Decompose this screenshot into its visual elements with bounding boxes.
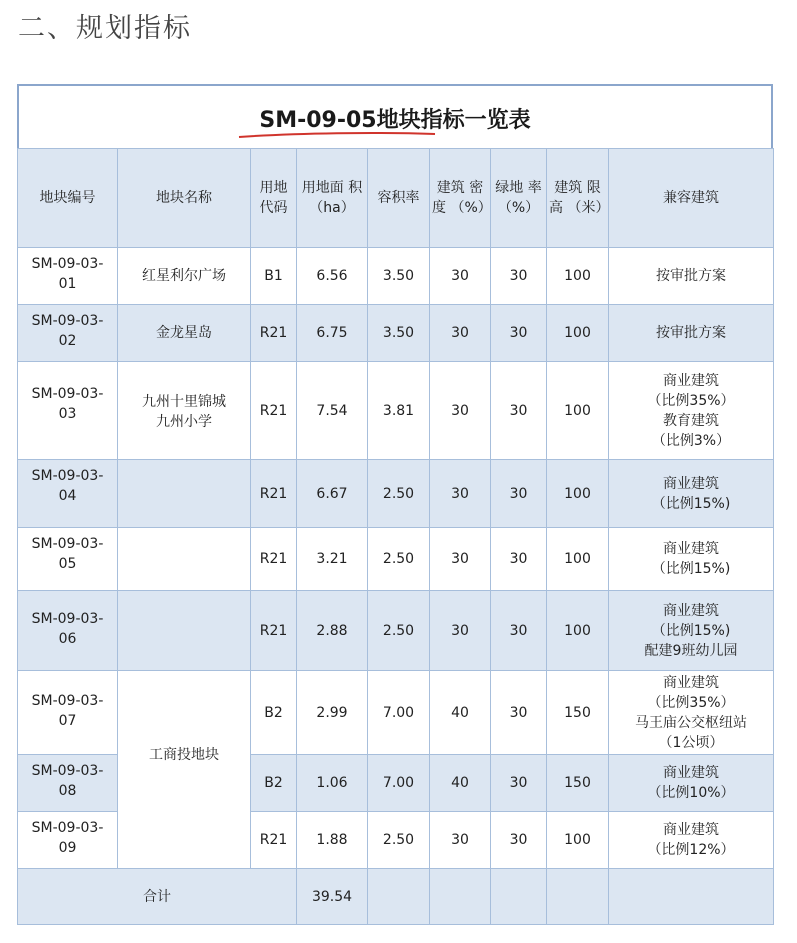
cell-far: 3.81 <box>368 362 430 460</box>
cell-far: 2.50 <box>368 460 430 528</box>
table-row <box>18 362 774 460</box>
total-empty <box>609 869 774 925</box>
cell-plot-name: 九州十里锦城 九州小学 <box>118 362 251 460</box>
indicator-table <box>17 148 774 925</box>
table-row <box>18 460 774 528</box>
cell-density: 40 <box>430 755 491 812</box>
header-green-ratio: 绿地 率 （%） <box>491 149 547 248</box>
cell-far: 3.50 <box>368 305 430 362</box>
header-plot-name: 地块名称 <box>118 149 251 248</box>
table-title-box <box>17 84 773 148</box>
cell-land-code: R21 <box>251 305 297 362</box>
cell-plot-name <box>118 591 251 671</box>
cell-far: 3.50 <box>368 248 430 305</box>
cell-compatible: 商业建筑 （比例35%） 马王庙公交枢纽站 （1公顷） <box>609 671 774 755</box>
cell-land-area: 1.06 <box>297 755 368 812</box>
cell-land-code: B2 <box>251 755 297 812</box>
cell-green-ratio: 30 <box>491 755 547 812</box>
cell-density: 40 <box>430 671 491 755</box>
cell-land-code: B2 <box>251 671 297 755</box>
cell-compatible: 按审批方案 <box>609 305 774 362</box>
cell-far: 2.50 <box>368 812 430 869</box>
cell-far: 2.50 <box>368 591 430 671</box>
cell-plot-name-merged: 工商投地块 <box>118 671 251 869</box>
cell-compatible: 商业建筑 （比例15%) <box>609 460 774 528</box>
total-empty <box>368 869 430 925</box>
cell-land-code: R21 <box>251 528 297 591</box>
cell-density: 30 <box>430 248 491 305</box>
cell-plot-id: SM-09-03- 08 <box>18 755 118 812</box>
cell-green-ratio: 30 <box>491 305 547 362</box>
cell-green-ratio: 30 <box>491 671 547 755</box>
cell-green-ratio: 30 <box>491 362 547 460</box>
cell-plot-id: SM-09-03- 03 <box>18 362 118 460</box>
cell-land-area: 2.99 <box>297 671 368 755</box>
cell-plot-id: SM-09-03- 09 <box>18 812 118 869</box>
total-empty <box>491 869 547 925</box>
cell-plot-id: SM-09-03- 01 <box>18 248 118 305</box>
cell-height-limit: 100 <box>547 248 609 305</box>
cell-land-area: 6.75 <box>297 305 368 362</box>
cell-far: 7.00 <box>368 755 430 812</box>
cell-plot-name: 红星利尔广场 <box>118 248 251 305</box>
red-underline-mark <box>237 130 437 140</box>
cell-land-code: B1 <box>251 248 297 305</box>
cell-plot-id: SM-09-03- 05 <box>18 528 118 591</box>
cell-compatible: 按审批方案 <box>609 248 774 305</box>
cell-far: 2.50 <box>368 528 430 591</box>
cell-green-ratio: 30 <box>491 248 547 305</box>
cell-density: 30 <box>430 305 491 362</box>
cell-compatible: 商业建筑 （比例15%) 配建9班幼儿园 <box>609 591 774 671</box>
cell-land-code: R21 <box>251 460 297 528</box>
table-header-row <box>18 149 774 248</box>
cell-height-limit: 100 <box>547 362 609 460</box>
cell-land-area: 7.54 <box>297 362 368 460</box>
cell-land-area: 6.56 <box>297 248 368 305</box>
total-empty <box>547 869 609 925</box>
cell-green-ratio: 30 <box>491 591 547 671</box>
table-row <box>18 591 774 671</box>
header-far: 容积率 <box>368 149 430 248</box>
total-area: 39.54 <box>297 869 368 925</box>
cell-compatible: 商业建筑 （比例10%） <box>609 755 774 812</box>
header-land-area: 用地面 积（ha） <box>297 149 368 248</box>
header-density: 建筑 密度 （%） <box>430 149 491 248</box>
cell-density: 30 <box>430 362 491 460</box>
cell-plot-id: SM-09-03- 02 <box>18 305 118 362</box>
cell-compatible: 商业建筑 （比例15%) <box>609 528 774 591</box>
cell-plot-name <box>118 460 251 528</box>
cell-green-ratio: 30 <box>491 528 547 591</box>
table-row <box>18 528 774 591</box>
cell-far: 7.00 <box>368 671 430 755</box>
total-empty <box>430 869 491 925</box>
cell-land-area: 3.21 <box>297 528 368 591</box>
cell-land-area: 2.88 <box>297 591 368 671</box>
cell-height-limit: 100 <box>547 528 609 591</box>
cell-compatible: 商业建筑 （比例12%） <box>609 812 774 869</box>
header-height-limit: 建筑 限高 （米） <box>547 149 609 248</box>
cell-density: 30 <box>430 528 491 591</box>
cell-density: 30 <box>430 591 491 671</box>
cell-height-limit: 100 <box>547 812 609 869</box>
cell-land-code: R21 <box>251 591 297 671</box>
cell-land-area: 1.88 <box>297 812 368 869</box>
cell-land-code: R21 <box>251 812 297 869</box>
cell-land-area: 6.67 <box>297 460 368 528</box>
cell-green-ratio: 30 <box>491 812 547 869</box>
cell-land-code: R21 <box>251 362 297 460</box>
table-row <box>18 248 774 305</box>
cell-plot-id: SM-09-03- 04 <box>18 460 118 528</box>
header-land-code: 用地 代码 <box>251 149 297 248</box>
cell-plot-id: SM-09-03- 07 <box>18 671 118 755</box>
cell-plot-id: SM-09-03- 06 <box>18 591 118 671</box>
cell-green-ratio: 30 <box>491 460 547 528</box>
cell-height-limit: 100 <box>547 305 609 362</box>
cell-compatible: 商业建筑 （比例35%） 教育建筑 （比例3%） <box>609 362 774 460</box>
header-plot-id: 地块编号 <box>18 149 118 248</box>
header-compatible: 兼容建筑 <box>609 149 774 248</box>
cell-density: 30 <box>430 460 491 528</box>
indicator-table-container <box>17 84 773 925</box>
cell-height-limit: 100 <box>547 591 609 671</box>
total-row <box>18 869 774 925</box>
cell-height-limit: 100 <box>547 460 609 528</box>
cell-height-limit: 150 <box>547 671 609 755</box>
cell-plot-name <box>118 528 251 591</box>
cell-density: 30 <box>430 812 491 869</box>
total-label: 合计 <box>18 869 297 925</box>
section-heading: 二、规划指标 <box>18 13 192 44</box>
table-row <box>18 305 774 362</box>
table-title: SM-09-05地块指标一览表 <box>259 108 531 133</box>
cell-plot-name: 金龙星岛 <box>118 305 251 362</box>
table-row <box>18 671 774 755</box>
cell-height-limit: 150 <box>547 755 609 812</box>
